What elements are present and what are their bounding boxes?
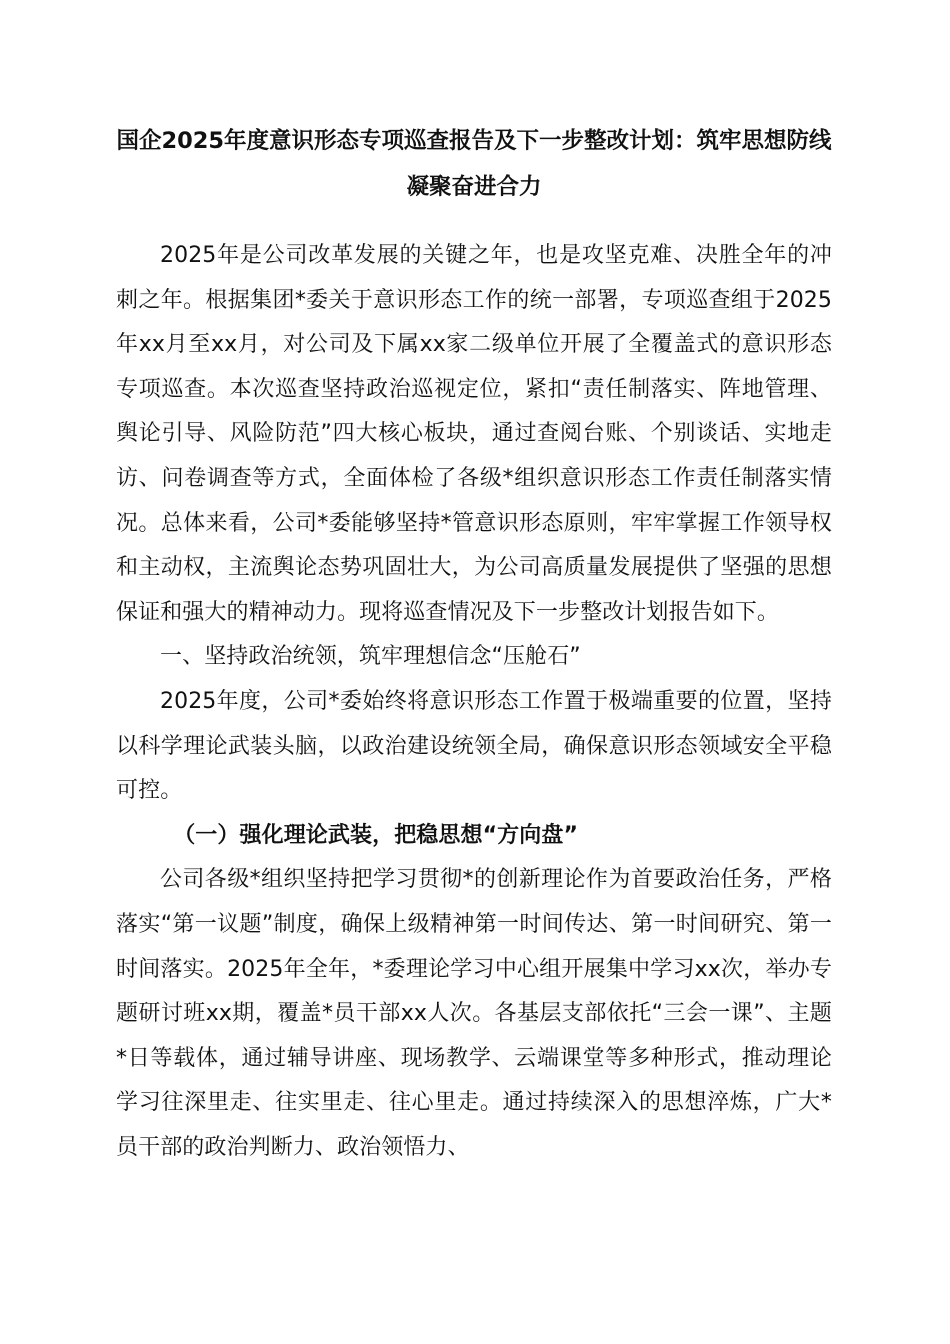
subsection-1-body: 公司各级*组织坚持把学习贯彻*的创新理论作为首要政治任务，严格落实“第一议题”制度，确保上级精神第一时间传达、第一时间研究、第一时间落实。2025年全年，*委理论学习中心组开展集中学习xx次，举办专题研讨班xx期，覆盖*员干部xx人次。各基层支部依托“三会一课”、主题*日等载体，通过辅导讲座、现场教学、云端课堂等多种形式，推动理论学习往深里走、往实里走、往心里走。通过持续深入的思想淬炼，广大*员干部的政治判断力、政治领悟力、: [116, 867, 832, 1160]
subsection-1-heading: （一）强化理论武装，把稳思想“方向盘”: [173, 822, 579, 848]
section-1-body: 2025年度，公司*委始终将意识形态工作置于极端重要的位置，坚持以科学理论武装头脑，以政治建设统领全局，确保意识形态领域安全平稳可控。: [116, 688, 832, 804]
intro-paragraph: 2025年是公司改革发展的关键之年，也是攻坚克难、决胜全年的冲刺之年。根据集团*委关于意识形态工作的统一部署，专项巡查组于2025年xx月至xx月，对公司及下属xx家二级单位开展了全覆盖式的意识形态专项巡查。本次巡查坚持政治巡视定位，紧扣“责任制落实、阵地管理、舆论引导、风险防范”四大核心板块，通过查阅台账、个别谈话、实地走访、问卷调查等方式，全面体检了各级*组织意识形态工作责任制落实情况。总体来看，公司*委能够坚持*管意识形态原则，牢牢掌握工作领导权和主动权，主流舆论态势巩固壮大，为公司高质量发展提供了坚强的思想保证和强大的精神动力。现将巡查情况及下一步整改计划报告如下。: [116, 243, 832, 625]
section-1-heading: 一、坚持政治统领，筑牢理想信念“压舱石”: [160, 644, 581, 670]
document-title: 国企2025年度意识形态专项巡查报告及下一步整改计划：筑牢思想防线 凝聚奋进合力: [116, 128, 832, 200]
